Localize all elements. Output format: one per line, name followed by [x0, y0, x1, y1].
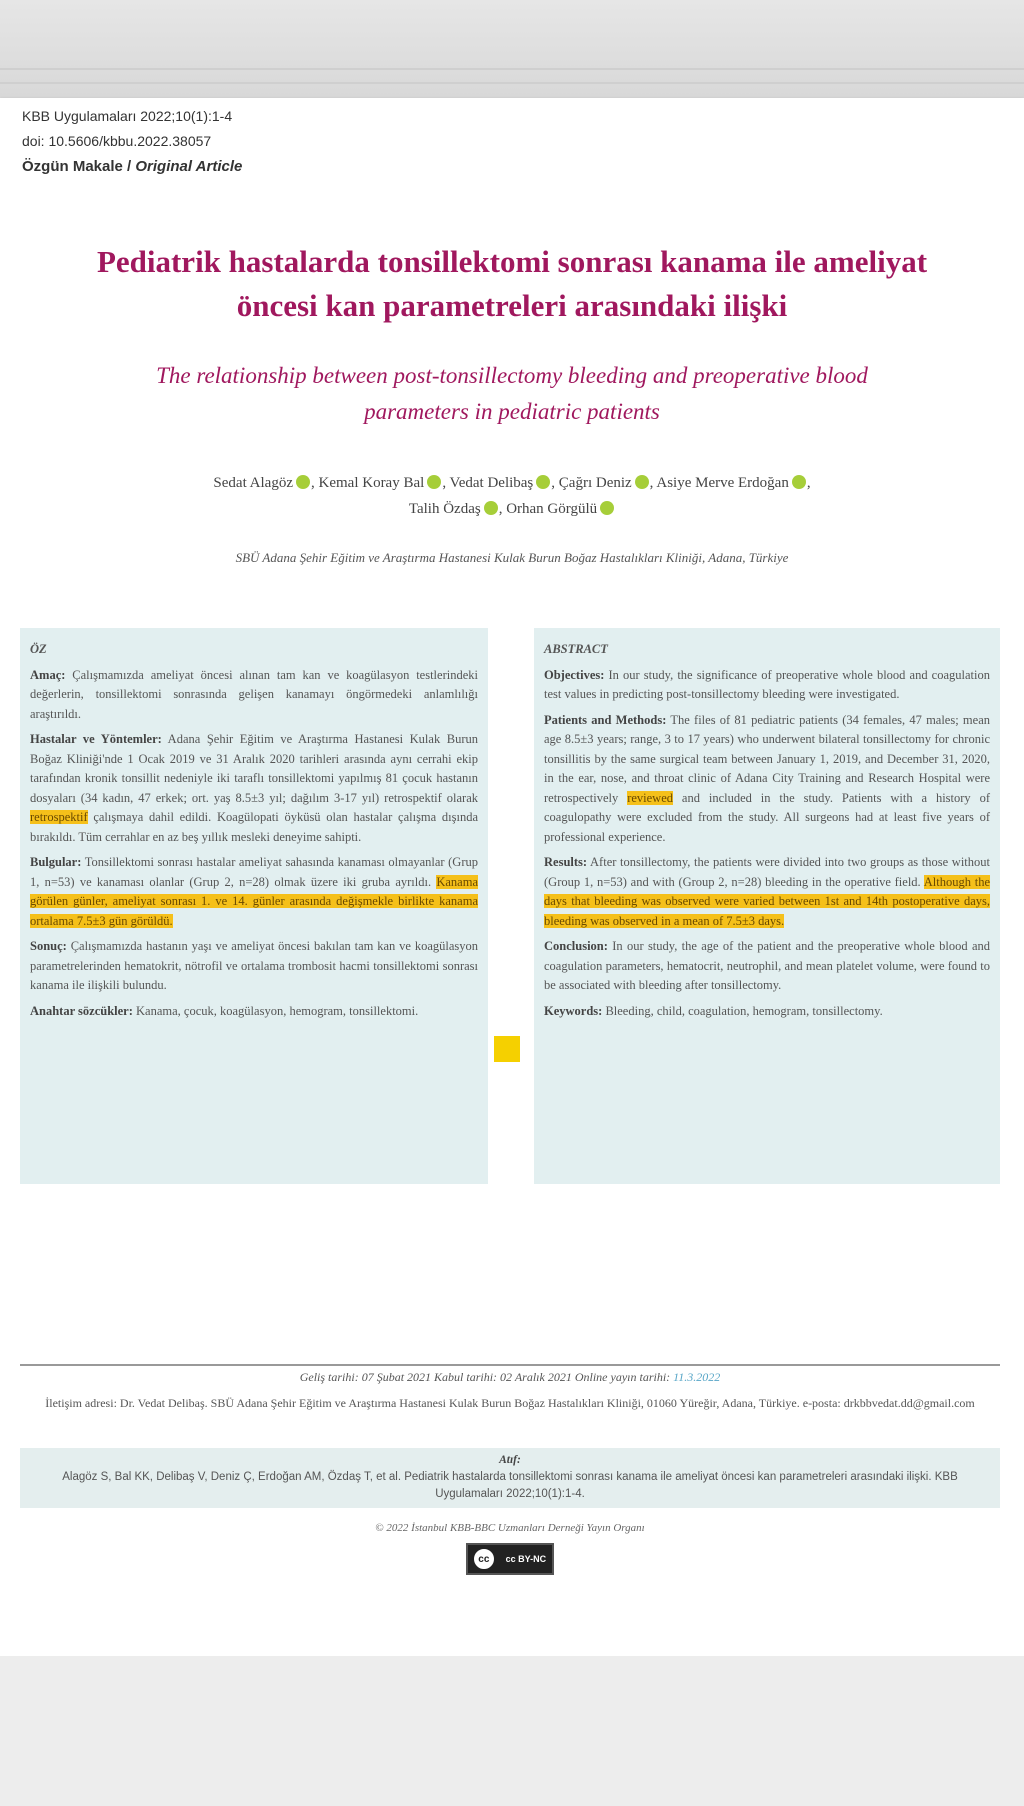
- abstract-tr-keywords: Anahtar sözcükler: Kanama, çocuk, koagülasyon, hemogram, tonsillektomi.: [30, 1003, 419, 1018]
- orcid-icon[interactable]: [427, 475, 441, 489]
- journal-citation: KBB Uygulamaları 2022;10(1):1-4: [22, 108, 233, 124]
- author-name: Orhan Görgülü: [506, 501, 598, 517]
- doi[interactable]: doi: 10.5606/kbbu.2022.38057: [22, 133, 212, 149]
- cc-license-badge[interactable]: cc cc BY-NC: [466, 1543, 554, 1575]
- text-highlight[interactable]: Although the days that bleeding was observed were varied between 1st and 14th postoperative days, bleeding was observed in a mean of 7.5±3 days.: [544, 874, 990, 928]
- abstract-en-methods: Patients and Methods: The files of 81 pediatric patients (34 females, 47 males; mean age 8.5±3 years; range, 3 to 17 years) who underwent bilateral tonsillectomy for chronic tonsillitis by the same surgical team between January 1, 2019, and December 31, 2020, in the ear, nose, and throat clinic of Adana City Training and Research Hospital were retrospectively reviewed and included in the study. Patients with a history of coagulopathy were excluded from the study. All surgeons had at least five years of professional experience.: [544, 712, 990, 844]
- affiliation: SBÜ Adana Şehir Eğitim ve Araştırma Hastanesi Kulak Burun Boğaz Hastalıkları Kliniği, Adana, Türkiye: [235, 550, 789, 565]
- online-date: 11.3.2022: [673, 1370, 721, 1384]
- sticky-note-annotation[interactable]: [494, 1036, 520, 1062]
- abstract-tr-yontem: Hastalar ve Yöntemler: Adana Şehir Eğitim ve Araştırma Hastanesi Kulak Burun Boğaz Kliniği'nde 1 Ocak 2019 ve 31 Aralık 2020 tarihleri arasında aynı cerrahi ekip tarafından kronik tonsillit nedeniyle iki taraflı tonsillektomi yapılmış 81 çocuk hastanın dosyaları (34 kadın, 47 erkek; ort. yaş 8.5±3 yıl; dağılım 3-17 yıl) retrospektif olarak retrospektif çalışmaya dahil edildi. Koagülopati öyküsü olan hastalar çalışma dışında bırakıldı. Tüm cerrahlar en az beş yıllık mesleki deneyime sahipti.: [30, 732, 478, 844]
- author-list: Sedat Alagöz , Kemal Koray Bal , Vedat Delibaş , Çağrı Deniz , Asiye Merve Erdoğan , Talih Özdaş , Orhan Görgülü: [213, 475, 811, 517]
- abstract-tr-bulgular: Bulgular: Tonsillektomi sonrası hastalar ameliyat sahasında kanaması olmayanlar (Grup 1, n=53) ve kanaması olanlar (Grup 2, n=28) olmak üzere iki gruba ayrıldı. Kanama görülen günler, ameliyat sonrası 1. ve 14. günler arasında değişmekle birlikte kanama ortalama 7.5±3 gün görüldü.: [30, 855, 478, 928]
- abstract-tr-heading: ÖZ: [30, 642, 47, 656]
- text-highlight[interactable]: retrospektif: [30, 810, 88, 824]
- article-meta: [22, 104, 242, 179]
- text-highlight[interactable]: reviewed: [627, 790, 673, 805]
- abstract-en-conclusion: Conclusion: In our study, the age of the patient and the preoperative whole blood and coagulation parameters, hematocrit, neutrophil, and mean platelet volume, were found to be associated with bleeding after tonsillectomy.: [544, 939, 990, 992]
- author-name: Çağrı Deniz: [558, 475, 632, 491]
- text-highlight[interactable]: Kanama görülen günler, ameliyat sonrası 1. ve 14. günler arasında değişmekle birlikte kanama ortalama 7.5±3 gün görüldü.: [30, 874, 478, 928]
- orcid-icon[interactable]: [484, 501, 498, 515]
- abstract-en-box: [534, 628, 1000, 1184]
- author-name: Asiye Merve Erdoğan: [656, 475, 789, 491]
- copyright: © 2022 İstanbul KBB-BBC Uzmanları Derneği Yayın Organı: [375, 1522, 645, 1534]
- toolbar-divider: [0, 68, 1024, 70]
- orcid-icon[interactable]: [635, 475, 649, 489]
- correspondence: İletişim adresi: Dr. Vedat Delibaş. SBÜ Adana Şehir Eğitim ve Araştırma Hastanesi Kulak Burun Boğaz Hastalıkları Kliniği, 01060 Yüreğir, Adana, Türkiye. e-posta: drkbbvedat.dd@gmail.com: [45, 1396, 975, 1410]
- abstract-en-results: Results: After tonsillectomy, the patients were divided into two groups as those without (Group 1, n=53) and with (Group 2, n=28) bleeding in the operative field. Although the days that bleeding was observed were varied between 1st and 14th postoperative days, bleeding was observed in a mean of 7.5±3 days.: [544, 855, 991, 928]
- abstract-en-keywords: Keywords: Bleeding, child, coagulation, hemogram, tonsillectomy.: [544, 1003, 883, 1018]
- viewer-bottom-area: [0, 1656, 1024, 1806]
- footer-divider: [20, 1364, 1000, 1366]
- abstract-en-objectives: Objectives: In our study, the significance of preoperative whole blood and coagulation test values in predicting post-tonsillectomy bleeding were investigated.: [544, 667, 990, 701]
- abstract-en-heading: ABSTRACT: [544, 642, 608, 656]
- article-type: Özgün Makale / Original Article: [22, 158, 243, 175]
- abstract-tr-amac: Amaç: Çalışmamızda ameliyat öncesi alınan tam kan ve koagülasyon testlerindeki değerlerin, tonsillektomi sonrasında gelişen kanamayı öngörmedeki anlamlılığı araştırıldı.: [30, 667, 478, 721]
- orcid-icon[interactable]: [600, 501, 614, 515]
- author-name: Kemal Koray Bal: [318, 475, 425, 491]
- author-name: Sedat Alagöz: [213, 475, 293, 491]
- citation-label: Atıf:: [499, 1454, 521, 1466]
- author-name: Talih Özdaş: [408, 501, 481, 517]
- article-subtitle-en: The relationship between post-tonsillectomy bleeding and preoperative blood parameters in pediatric patients: [156, 363, 868, 424]
- toolbar-divider: [0, 82, 1024, 84]
- author-name: Vedat Delibaş: [449, 475, 534, 491]
- abstract-tr-box: [20, 628, 488, 1184]
- cc-icon: cc: [474, 1549, 494, 1569]
- citation-box: [20, 1448, 1000, 1508]
- article-title: Pediatrik hastalarda tonsillektomi sonrası kanama ile ameliyat öncesi kan parametreleri arasındaki ilişki: [96, 244, 928, 323]
- citation-text: Alagöz S, Bal KK, Delibaş V, Deniz Ç, Erdoğan AM, Özdaş T, et al. Pediatrik hastalarda tonsillektomi sonrası kanama ile ameliyat öncesi kan parametreleri arasındaki ilişki. KBB Uygulamaları 2022;10(1):1-4.: [62, 1471, 958, 1500]
- article-dates: Geliş tarihi: 07 Şubat 2021 Kabul tarihi: 02 Aralık 2021 Online yayın tarihi: 11.3.2022: [299, 1370, 721, 1384]
- orcid-icon[interactable]: [296, 475, 310, 489]
- viewer-top-bar: [0, 0, 1024, 99]
- orcid-icon[interactable]: [536, 475, 550, 489]
- orcid-icon[interactable]: [792, 475, 806, 489]
- abstract-tr-sonuc: Sonuç: Çalışmamızda hastanın yaşı ve ameliyat öncesi bakılan tam kan ve koagülasyon parametrelerinden hematokrit, nötrofil ve ortalama trombosit hacmi tonsillektomi sonrası kanama ile ilişkili bulundu.: [30, 939, 479, 992]
